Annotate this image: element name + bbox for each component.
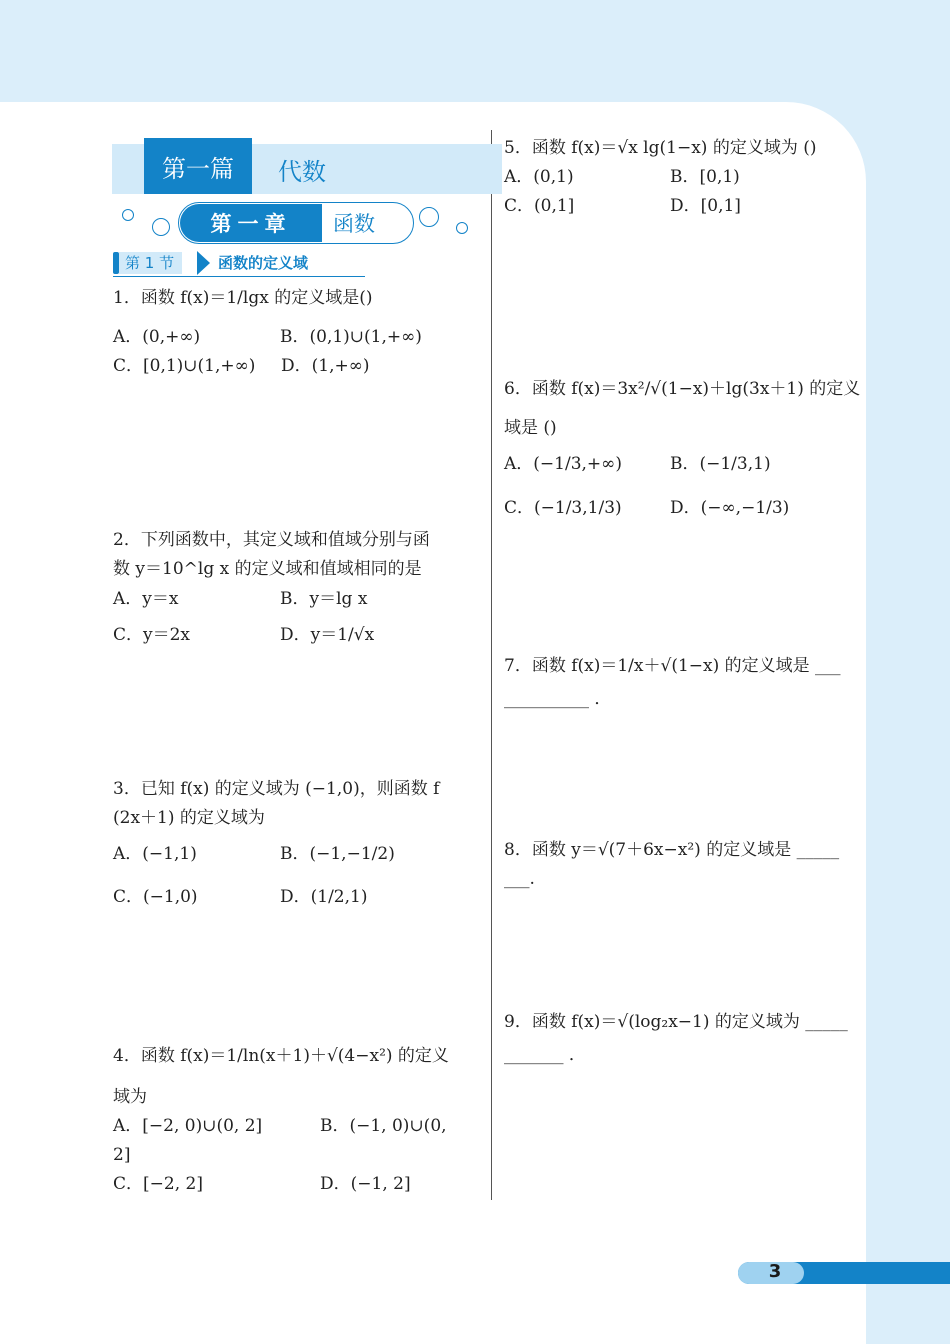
page-number: 3 [768, 1261, 782, 1282]
section-label: 第 1 节 [119, 252, 182, 274]
question-text: 2．下列函数中，其定义域和值域分别与函 [113, 530, 430, 550]
column-divider [491, 130, 492, 1200]
option-d: D．(−1, 2] [320, 1174, 411, 1194]
question-text: (2x＋1) 的定义域为 [113, 808, 265, 828]
option-c: C．[0,1)∪(1,+∞) [113, 356, 256, 376]
option-a: A．y＝x [113, 589, 179, 609]
question-5 [504, 134, 817, 163]
question-text: 3．已知 f(x) 的定义域为 (−1,0)，则函数 f [113, 779, 440, 799]
option-b: B．(0,1)∪(1,+∞) [280, 327, 422, 347]
question-7 [504, 652, 841, 714]
option-c: C．[−2, 2] [113, 1174, 203, 1194]
question-6 [504, 375, 860, 404]
section-title: 函数的定义域 [218, 254, 309, 272]
option-a: A．(0,+∞) [113, 327, 201, 347]
option-c: C．(−1/3,1/3) [504, 498, 622, 518]
decor-bubble [419, 207, 439, 227]
option-b: B．(−1/3,1) [670, 454, 771, 474]
question-text: ___. [504, 869, 535, 889]
option-d: D．[0,1] [670, 196, 741, 216]
question-text: 6．函数 f(x)＝3x²/√(1−x)＋lg(3x＋1) 的定义 [504, 379, 861, 399]
question-text: 4．函数 f(x)＝1/ln(x＋1)＋√(4−x²) 的定义 [113, 1046, 449, 1066]
chapter-name: 函数 [333, 212, 375, 236]
decor-bubble [122, 209, 134, 221]
option-d: D．(1,+∞) [281, 356, 370, 376]
option-a: A．[−2, 0)∪(0, 2] [113, 1116, 263, 1136]
part-name: 代数 [278, 158, 326, 186]
question-text: 数 y＝10^lg x 的定义域和值域相同的是 [113, 559, 422, 579]
question-text: 5．函数 f(x)＝√x lg(1−x) 的定义域为 () [504, 138, 817, 158]
section-arrow-icon [197, 251, 210, 275]
option-c: C．(−1,0) [113, 887, 198, 907]
question-1 [113, 284, 372, 313]
option-b: B．(−1, 0)∪(0, [320, 1116, 447, 1136]
chapter-label: 第一章 [180, 204, 322, 242]
option-c: C．y＝2x [113, 625, 191, 645]
question-text: 域是 () [504, 418, 557, 438]
option-c: C．(0,1] [504, 196, 575, 216]
question-6-cont [504, 414, 557, 443]
question-8 [504, 836, 839, 894]
question-text: 8．函数 y＝√(7＋6x−x²) 的定义域是 _____ [504, 840, 840, 860]
option-b-cont: 2] [113, 1145, 131, 1165]
question-2 [113, 526, 430, 584]
option-d: D．y＝1/√x [280, 625, 375, 645]
question-4 [113, 1042, 449, 1071]
option-d: D．(−∞,−1/3) [670, 498, 790, 518]
question-9 [504, 1008, 848, 1070]
section-underline [113, 276, 365, 277]
part-label: 第一篇 [144, 138, 252, 194]
option-d: D．(1/2,1) [280, 887, 368, 907]
option-a: A．(0,1) [504, 167, 574, 187]
decor-bubble [152, 218, 170, 236]
question-text: _______ ． [504, 1045, 586, 1065]
option-a: A．(−1/3,+∞) [504, 454, 622, 474]
question-text: 1．函数 f(x)＝1/lgx 的定义域是() [113, 288, 373, 308]
question-text: 域为 [113, 1087, 147, 1107]
option-b: B．(−1,−1/2) [280, 844, 395, 864]
option-a: A．(−1,1) [113, 844, 197, 864]
question-4-cont [113, 1083, 147, 1112]
question-text: 7．函数 f(x)＝1/x＋√(1−x) 的定义域是 ___ [504, 656, 841, 676]
question-text: 9．函数 f(x)＝√(log₂x−1) 的定义域为 _____ [504, 1012, 848, 1032]
option-b: B．y＝lg x [280, 589, 368, 609]
question-text: __________ ． [504, 689, 612, 709]
option-b: B．[0,1) [670, 167, 740, 187]
decor-bubble [456, 222, 468, 234]
question-3 [113, 775, 439, 833]
